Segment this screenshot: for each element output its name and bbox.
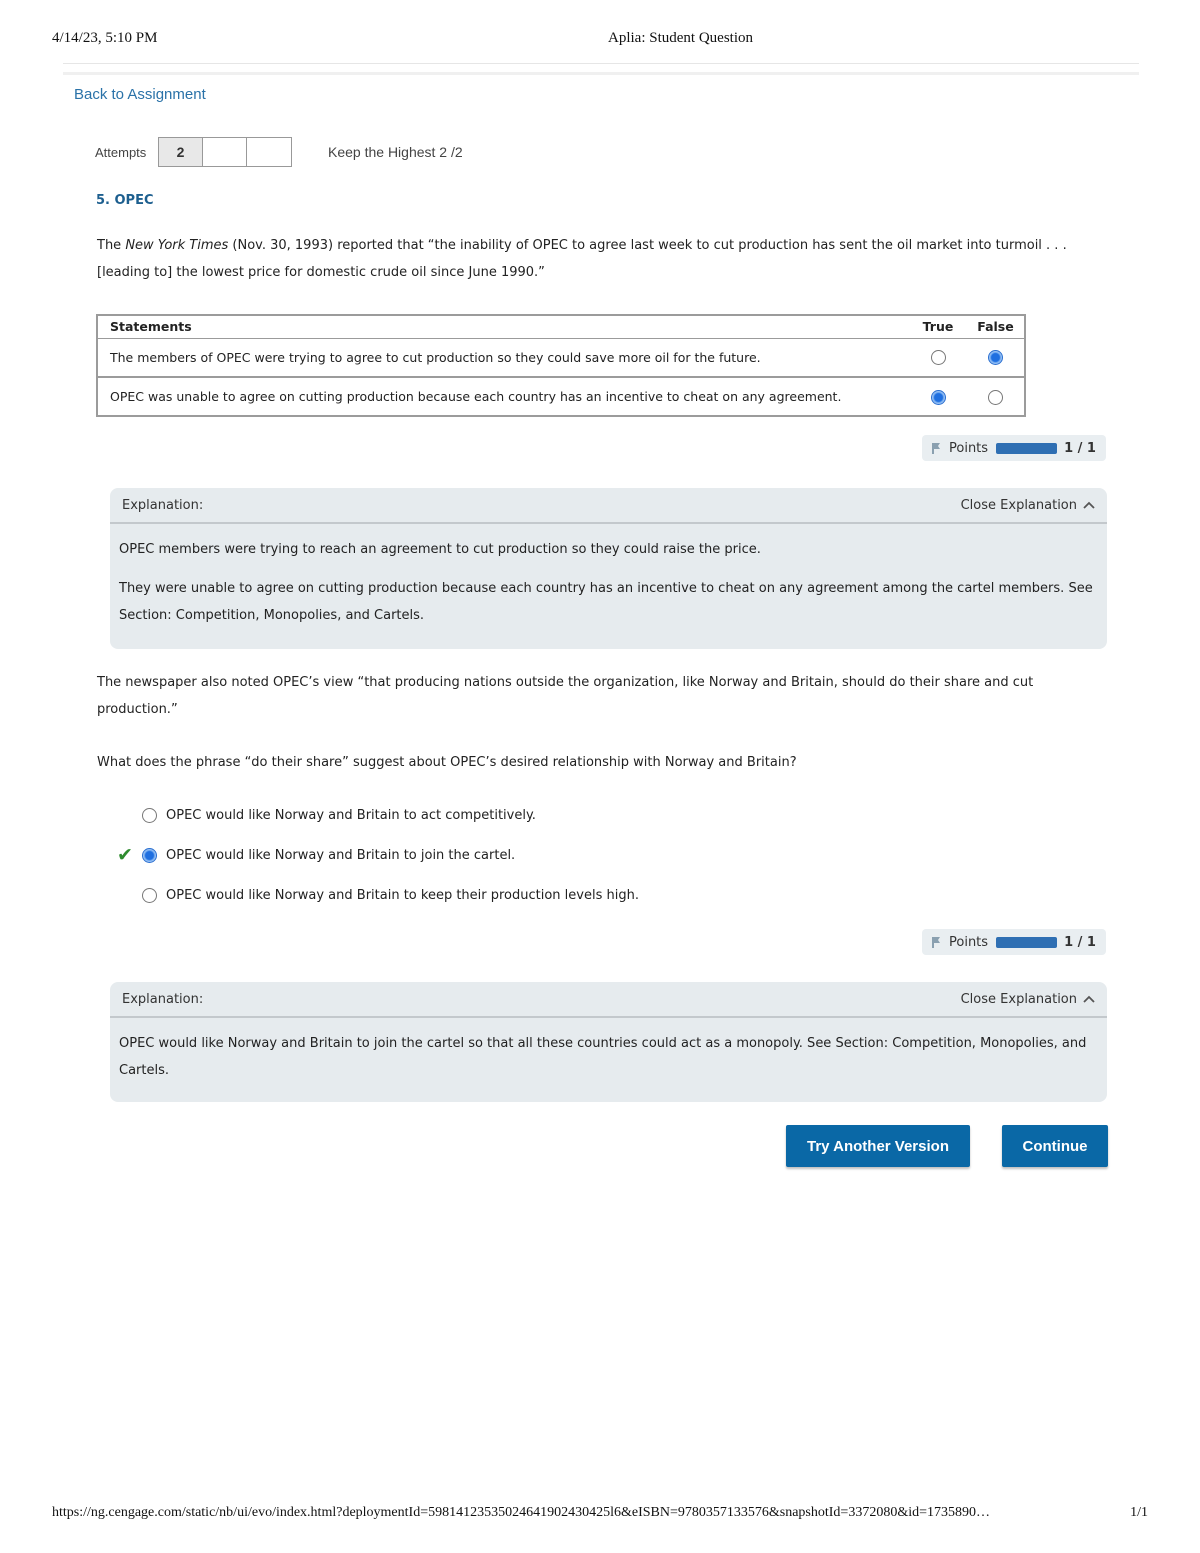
newspaper-note: The newspaper also noted OPEC’s view “that producing nations outside the organization, like Norway and Britain, should do their share and cut production.”: [97, 675, 1034, 717]
explanation-label: Explanation:: [122, 991, 204, 1007]
option-radio[interactable]: [142, 808, 157, 823]
explanation-text: OPEC members were trying to reach an agreement to cut production so they could raise the price.: [119, 542, 761, 557]
flag-icon: [931, 442, 943, 454]
statements-table: [96, 314, 1026, 417]
points-label: Points: [949, 934, 989, 950]
attempt-box-1: 2: [159, 138, 203, 166]
points-badge-1: [922, 435, 1106, 461]
row1-true-radio[interactable]: [931, 350, 946, 365]
chevron-up-icon: [1083, 995, 1095, 1003]
question-title: 5. OPEC: [96, 193, 154, 208]
answer-option[interactable]: [117, 875, 639, 915]
attempt-box-2: [203, 138, 247, 166]
question-prompt: What does the phrase “do their share” suggest about OPEC’s desired relationship with Norway and Britain?: [97, 755, 797, 770]
attempt-box-3: [247, 138, 291, 166]
points-label: Points: [949, 440, 989, 456]
row2-true-radio[interactable]: [931, 390, 946, 405]
explanation-panel-1: [110, 488, 1107, 649]
close-explanation-label: Close Explanation: [960, 991, 1077, 1007]
top-divider: [63, 63, 1139, 75]
intro-rest: (Nov. 30, 1993) reported that “the inability of OPEC to agree last week to cut production has sent the oil market into turmoil . . . [leading to] the lowest price for domestic crude oil since June 1990.”: [97, 238, 1067, 280]
print-title: Aplia: Student Question: [608, 30, 753, 46]
explanation-label: Explanation:: [122, 497, 204, 513]
explanation-body: [110, 524, 1107, 641]
option-label: OPEC would like Norway and Britain to act competitively.: [166, 807, 536, 823]
option-label: OPEC would like Norway and Britain to keep their production levels high.: [166, 887, 639, 903]
explanation-header: [110, 982, 1107, 1018]
option-label: OPEC would like Norway and Britain to join the cartel.: [166, 847, 516, 863]
explanation-panel-2: [110, 982, 1107, 1102]
option-radio[interactable]: [142, 848, 157, 863]
points-progress-bar: [996, 443, 1057, 454]
row2-false-radio[interactable]: [988, 390, 1003, 405]
print-header: [52, 30, 1148, 50]
attempt-boxes: [158, 137, 292, 167]
intro-source: New York Times: [125, 238, 229, 253]
true-header: True: [909, 315, 967, 338]
row1-false-radio[interactable]: [988, 350, 1003, 365]
print-date: 4/14/23, 5:10 PM: [52, 30, 158, 46]
correct-check-icon: ✔: [117, 844, 133, 866]
keep-highest-label: Keep the Highest 2 /2: [328, 144, 463, 160]
points-badge-2: [922, 929, 1106, 955]
attempts-bar: [95, 137, 463, 167]
continue-button[interactable]: Continue: [1002, 1125, 1108, 1167]
table-row: [97, 377, 1025, 416]
answer-options: [117, 795, 639, 915]
flag-icon: [931, 936, 943, 948]
explanation-text: OPEC would like Norway and Britain to join the cartel so that all these countries could act as a monopoly. See Section: Competition, Monopolies, and Cartels.: [119, 1036, 1087, 1078]
table-row: [97, 338, 1025, 377]
try-another-version-button[interactable]: Try Another Version: [786, 1125, 970, 1167]
close-explanation-button[interactable]: [961, 992, 1095, 1007]
print-url: https://ng.cengage.com/static/nb/ui/evo/index.html?deploymentId=59814123535024641902430425l6&eISBN=9780357133576&snapshotId=3372080&id=1735890…: [52, 1505, 990, 1520]
explanation-header: [110, 488, 1107, 524]
points-value: 1 / 1: [1064, 934, 1096, 950]
back-to-assignment-link[interactable]: Back to Assignment: [74, 86, 206, 103]
print-page-number: 1/1: [1130, 1505, 1148, 1520]
question-intro: [97, 232, 1117, 286]
intro-prefix: The: [97, 238, 126, 253]
print-footer: [52, 1505, 1148, 1521]
points-progress-fill: [996, 443, 1057, 454]
attempts-label: Attempts: [95, 144, 147, 160]
points-progress-bar: [996, 937, 1057, 948]
statement-text: The members of OPEC were trying to agree to cut production so they could save more oil for the future.: [97, 338, 909, 377]
statement-text: OPEC was unable to agree on cutting production because each country has an incentive to cheat on any agreement.: [97, 377, 909, 416]
option-radio[interactable]: [142, 888, 157, 903]
chevron-up-icon: [1083, 501, 1095, 509]
statements-header: Statements: [97, 315, 909, 338]
explanation-body: [110, 1018, 1107, 1096]
close-explanation-label: Close Explanation: [960, 497, 1077, 513]
points-progress-fill: [996, 937, 1057, 948]
answer-option[interactable]: [117, 835, 639, 875]
close-explanation-button[interactable]: [961, 498, 1095, 513]
false-header: False: [967, 315, 1025, 338]
explanation-text: They were unable to agree on cutting production because each country has an incentive to cheat on any agreement among the cartel members. See Section: Competition, Monopolies, and Cartels.: [119, 581, 1093, 623]
answer-option[interactable]: [117, 795, 639, 835]
points-value: 1 / 1: [1064, 440, 1096, 456]
